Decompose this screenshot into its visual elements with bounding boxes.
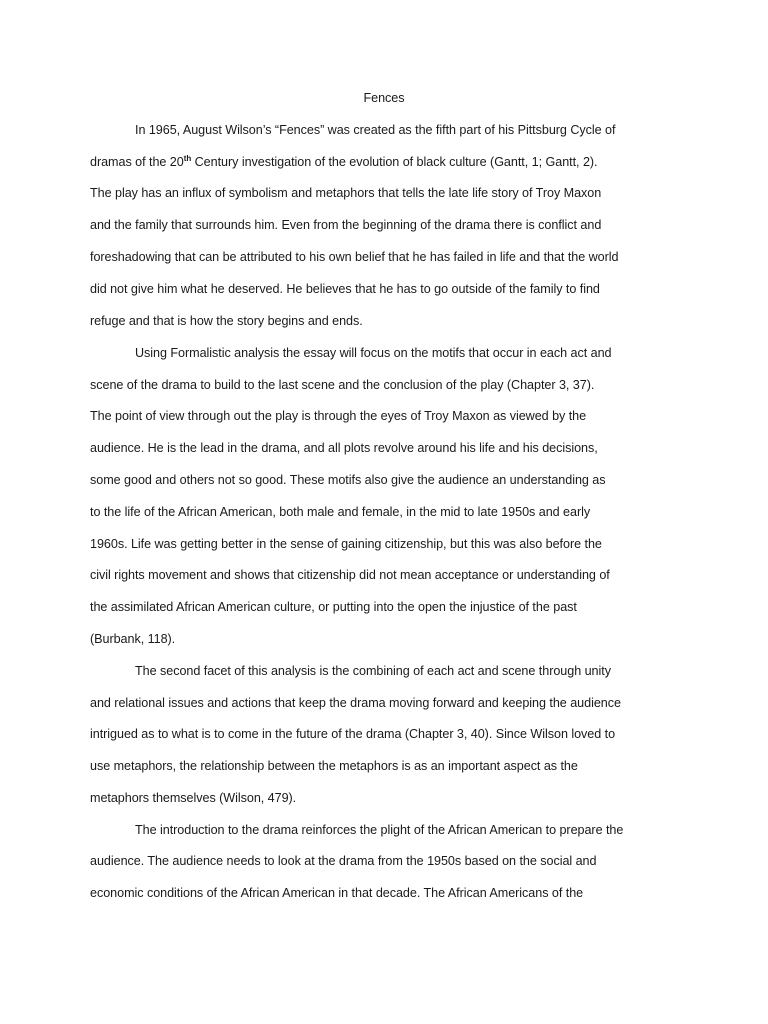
paragraph-line: The introduction to the drama reinforces the plight of the African American to prepare the: [135, 823, 624, 837]
paragraph-line: Using Formalistic analysis the essay will focus on the motifs that occur in each act and: [135, 346, 612, 360]
paragraph-line: civil rights movement and shows that citizenship did not mean acceptance or understanding of: [90, 568, 610, 582]
paragraph-line: [90, 154, 598, 170]
paragraph-line: economic conditions of the African American in that decade. The African Americans of the: [90, 886, 584, 900]
paragraph-line: The second facet of this analysis is the combining of each act and scene through unity: [135, 664, 611, 678]
paragraph-line: audience. The audience needs to look at the drama from the 1950s based on the social and: [90, 854, 597, 868]
paragraph-line: The point of view through out the play is through the eyes of Troy Maxon as viewed by the: [90, 409, 587, 423]
paragraph-line: (Burbank, 118).: [90, 632, 176, 646]
paragraph-line: some good and others not so good. These motifs also give the audience an understanding as: [90, 473, 606, 487]
paragraph-line: In 1965, August Wilson’s “Fences” was created as the fifth part of his Pittsburg Cycle of: [135, 123, 616, 137]
paragraph-line: did not give him what he deserved. He believes that he has to go outside of the family to find: [90, 282, 600, 296]
paragraph-line: The play has an influx of symbolism and metaphors that tells the late life story of Troy Maxon: [90, 186, 602, 200]
line-text: dramas of the 20: [90, 155, 184, 169]
superscript: th: [183, 154, 192, 163]
paragraph-line: 1960s. Life was getting better in the sense of gaining citizenship, but this was also before the: [90, 537, 602, 551]
line-text: Century investigation of the evolution of black culture (Gantt, 1; Gantt, 2).: [191, 155, 598, 169]
paragraph-line: foreshadowing that can be attributed to his own belief that he has failed in life and that the world: [90, 250, 619, 264]
paragraph-line: use metaphors, the relationship between the metaphors is as an important aspect as the: [90, 759, 578, 773]
paragraph-line: intrigued as to what is to come in the future of the drama (Chapter 3, 40). Since Wilson loved to: [90, 727, 616, 741]
paragraph-line: and the family that surrounds him. Even from the beginning of the drama there is conflict and: [90, 218, 602, 232]
paragraph-line: to the life of the African American, both male and female, in the mid to late 1950s and early: [90, 505, 591, 519]
paragraph-line: the assimilated African American culture, or putting into the open the injustice of the past: [90, 600, 577, 614]
paragraph-line: and relational issues and actions that keep the drama moving forward and keeping the audience: [90, 696, 621, 710]
paragraph-line: metaphors themselves (Wilson, 479).: [90, 791, 297, 805]
paragraph-line: refuge and that is how the story begins and ends.: [90, 314, 363, 328]
paragraph-line: audience. He is the lead in the drama, and all plots revolve around his life and his decisions,: [90, 441, 598, 455]
page-title: Fences: [363, 91, 405, 105]
paragraph-line: scene of the drama to build to the last scene and the conclusion of the play (Chapter 3, 37).: [90, 378, 595, 392]
